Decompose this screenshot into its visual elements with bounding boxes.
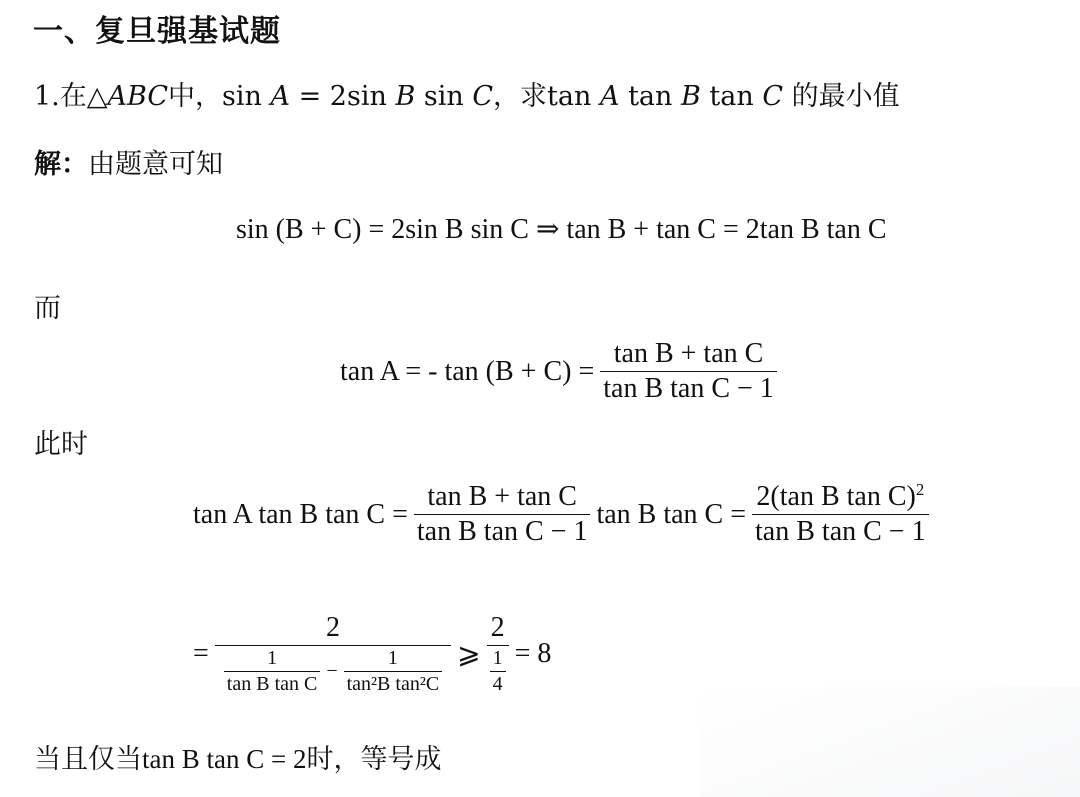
eq3-fraction-2 [752, 481, 929, 548]
exponent-2: 2 [915, 479, 925, 499]
problem-number: 1. [34, 81, 60, 112]
question-tan3: tan [700, 81, 754, 112]
eq4-result: = 8 [514, 638, 552, 670]
final-pre: 当且仅当 [34, 744, 142, 775]
connector-er: 而 [34, 293, 61, 324]
corner-fade [700, 687, 1080, 797]
eq4-sub-denominator-2: tan²B tan²C [346, 673, 440, 696]
eq4-right-fraction [487, 612, 509, 696]
section-title: 一、复旦强基试题 [33, 14, 281, 49]
eq3-lhs: tan A tan B tan C = [193, 498, 408, 530]
condition-sin: sin [222, 81, 262, 112]
eq4-quarter-numerator: 1 [492, 647, 503, 670]
equation-1: sin (B + C) = 2sin B sin C ⇒ tan B + tan C = 2tan B tan C [236, 214, 887, 245]
eq3-numerator-2 [753, 481, 927, 513]
eq2-denominator: tan B tan C − 1 [603, 373, 774, 405]
equation-4 [193, 612, 551, 696]
eq3-fraction-1 [414, 481, 591, 548]
fraction-bar [215, 645, 451, 646]
final-math: tan B tan C = 2 [142, 744, 307, 774]
question-var-a: A [599, 81, 620, 112]
eq3-numerator-1: tan B + tan C [427, 481, 577, 512]
connector-cishi: 此时 [34, 429, 88, 460]
eq4-right-numerator: 2 [490, 612, 505, 643]
eq2-fraction [600, 338, 777, 405]
eq4-quarter [490, 647, 506, 696]
equation-3 [193, 481, 935, 548]
final-post: 时，等号成 [306, 744, 442, 775]
solution-intro-text: 由题意可知 [88, 149, 223, 180]
problem-text-mid: 中， [168, 81, 223, 112]
eq3-numerator-2-text: 2(tan B tan C) [756, 481, 916, 512]
question-var-b: B [681, 81, 701, 112]
fraction-bar [487, 645, 509, 646]
eq3-denominator-1: tan B tan C − 1 [416, 516, 588, 548]
fraction-bar [224, 671, 321, 672]
eq4-main-numerator: 2 [325, 612, 340, 643]
eq4-sub-denominator-1: tan B tan C [226, 673, 318, 696]
eq4-right-denominator [487, 647, 509, 696]
question-var-c: C [762, 81, 784, 112]
condition-sin2: sin [415, 81, 464, 112]
eq4-main-fraction [215, 612, 451, 696]
eq4-sub-numerator-1: 1 [267, 647, 278, 670]
eq3-denominator-2: tan B tan C − 1 [755, 516, 926, 548]
solution-label: 解： [34, 149, 88, 180]
condition-var-a: A [270, 81, 291, 112]
equation-2 [340, 338, 783, 405]
eq4-lead: = [193, 638, 209, 670]
triangle-name: ABC [107, 81, 169, 112]
problem-comma: ，求 [493, 81, 548, 112]
condition-var-b: B [395, 81, 416, 112]
eq4-sub-numerator-2: 1 [387, 647, 398, 670]
fraction-bar [752, 514, 929, 515]
final-statement [34, 737, 441, 776]
eq4-sub-fraction-1 [224, 647, 321, 696]
fraction-bar [344, 671, 443, 672]
eq3-mid: tan B tan C = [596, 498, 747, 530]
question-tan2: tan [619, 81, 673, 112]
eq2-lhs: tan A = - tan (B + C) = [340, 355, 595, 387]
eq4-main-denominator [215, 647, 451, 696]
condition-eq: = 2sin [290, 81, 387, 112]
problem-tail: 的最小值 [783, 81, 900, 112]
fraction-bar [490, 671, 506, 672]
eq4-sub-fraction-2 [344, 647, 443, 696]
question-tan1: tan [547, 81, 592, 112]
problem-statement [34, 74, 900, 113]
fraction-bar [414, 514, 591, 515]
eq4-geq: ⩾ [457, 639, 481, 671]
solution-intro [34, 142, 223, 181]
eq4-quarter-denominator: 4 [492, 673, 503, 696]
condition-var-c: C [472, 81, 494, 112]
problem-text-pre: 在△ [59, 81, 108, 112]
eq2-numerator: tan B + tan C [613, 338, 764, 369]
fraction-bar [600, 371, 777, 372]
eq4-minus: − [326, 660, 338, 683]
